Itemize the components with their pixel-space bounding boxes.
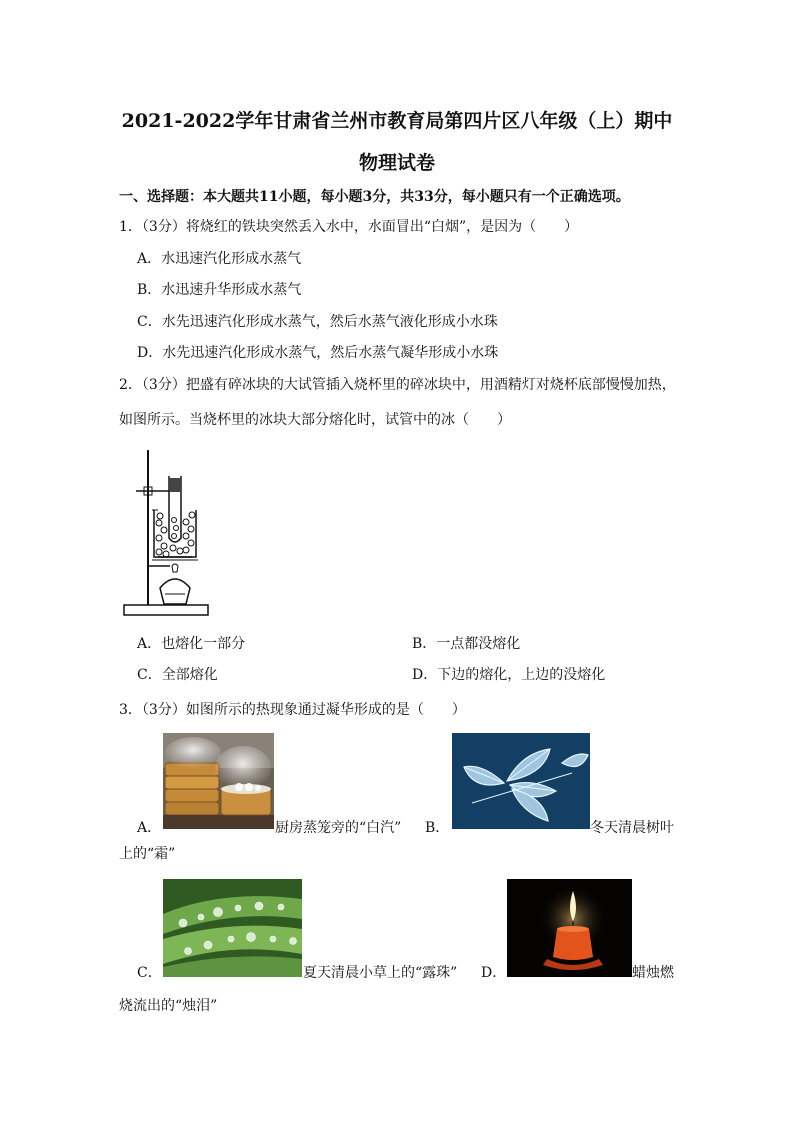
steamer-photo [163, 733, 274, 829]
q3-option-c-text: 夏天清晨小草上的“露珠” [303, 965, 458, 981]
q1-option-c: C．水先迅速汽化形成水蒸气，然后水蒸气液化形成小水珠 [137, 314, 498, 330]
q3-option-a-text: 厨房蒸笼旁的“白汽” [275, 820, 402, 836]
q3-option-b-continuation: 上的“霜” [119, 846, 176, 862]
q2-option-d: D．下边的熔化，上边的没熔化 [412, 667, 606, 683]
q1-option-b: B．水迅速升华形成水蒸气 [137, 282, 302, 298]
q3-option-b-letter: B． [425, 820, 450, 836]
q1-stem: 1．（3分）将烧红的铁块突然丢入水中，水面冒出“白烟”，是因为（ ） [119, 219, 579, 235]
q1-option-d: D．水先迅速汽化形成水蒸气，然后水蒸气凝华形成小水珠 [137, 345, 499, 361]
q1-option-a: A．水迅速汽化形成水蒸气 [137, 251, 302, 267]
q2-option-c: C．全部熔化 [137, 667, 218, 683]
frost-leaves-photo [452, 733, 590, 829]
candle-photo [507, 879, 632, 977]
q2-stem-line2: 如图所示。当烧杯里的冰块大部分熔化时，试管中的冰（ ） [119, 412, 511, 428]
q3-option-c-letter: C． [137, 965, 162, 981]
section-heading: 一、选择题：本大题共11小题，每小题3分，共33分，每小题只有一个正确选项。 [119, 189, 630, 205]
dew-grass-photo [163, 879, 302, 977]
q3-option-a-letter: A． [137, 820, 162, 836]
q3-option-d-text: 蜡烛燃 [632, 965, 674, 981]
q2-option-a: A．也熔化一部分 [137, 636, 246, 652]
q3-stem: 3．（3分）如图所示的热现象通过凝华形成的是（ ） [119, 702, 466, 718]
page-title-line1: 2021-2022学年甘肃省兰州市教育局第四片区八年级（上）期中 [121, 110, 673, 132]
q3-option-d-letter: D． [481, 965, 507, 981]
page-title-line2: 物理试卷 [358, 152, 435, 174]
q2-option-b: B．一点都没熔化 [412, 636, 521, 652]
q3-option-b-text: 冬天清晨树叶 [590, 820, 674, 836]
q2-stem-line1: 2．（3分）把盛有碎冰块的大试管插入烧杯里的碎冰块中，用酒精灯对烧杯底部慢慢加热， [119, 377, 676, 393]
q3-option-d-continuation: 烧流出的“烛泪” [119, 998, 218, 1014]
lab-apparatus-figure [122, 448, 212, 621]
